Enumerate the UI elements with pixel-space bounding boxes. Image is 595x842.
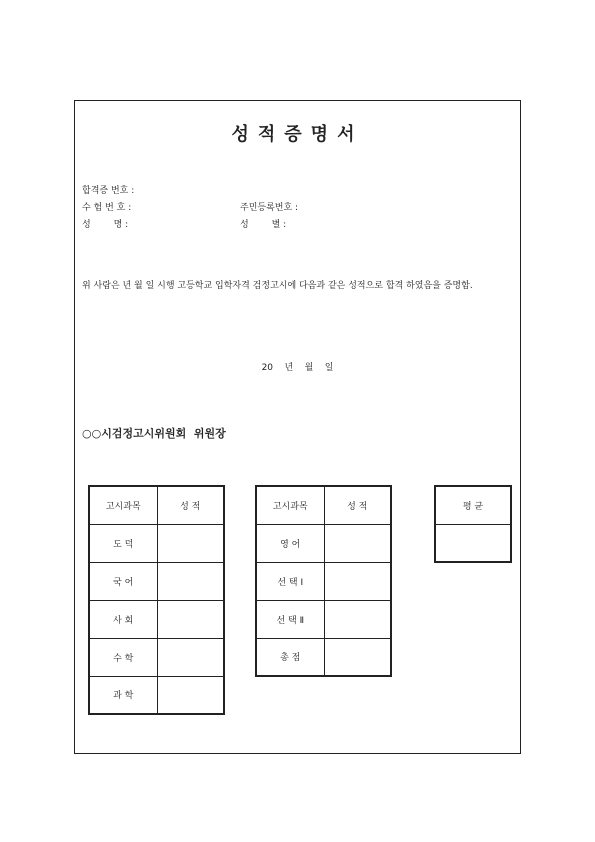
subject-cell: 국 어 [89, 562, 157, 600]
subject-cell: 과 학 [89, 676, 157, 714]
subject-cell: 총 점 [256, 638, 324, 676]
score-cell[interactable] [324, 600, 391, 638]
issuer-name: ○○시검정고시위원회 위원장 [82, 427, 226, 440]
subject-cell: 선 택 Ⅰ [256, 562, 324, 600]
table-row [89, 562, 224, 600]
grade-table-left [88, 485, 225, 715]
score-cell[interactable] [324, 524, 391, 562]
subject-cell: 사 회 [89, 600, 157, 638]
score-cell[interactable] [324, 562, 391, 600]
score-cell[interactable] [157, 562, 224, 600]
issue-date: 20 년 월 일 [261, 363, 334, 373]
table-row [89, 638, 224, 676]
subject-header: 고시과목 [89, 486, 157, 524]
subject-cell: 영 어 [256, 524, 324, 562]
score-cell[interactable] [157, 638, 224, 676]
table-row [435, 524, 511, 562]
table-row [256, 524, 391, 562]
table-header-row [256, 486, 391, 524]
table-header-row [89, 486, 224, 524]
table-header-row [435, 486, 511, 524]
average-table [434, 485, 512, 563]
table-row [256, 600, 391, 638]
exam-number-label: 수 험 번 호 : [82, 203, 132, 213]
resident-number-label: 주민등록번호 : [240, 203, 299, 213]
subject-header: 고시과목 [256, 486, 324, 524]
subject-cell: 도 덕 [89, 524, 157, 562]
pass-number-label: 합격증 번호 : [82, 186, 135, 196]
subject-cell: 수 학 [89, 638, 157, 676]
document-title: 성적증명서 [231, 124, 364, 145]
average-cell[interactable] [435, 524, 511, 562]
table-row [89, 524, 224, 562]
score-header: 성 적 [324, 486, 391, 524]
table-row [89, 600, 224, 638]
subject-cell: 선 택 Ⅱ [256, 600, 324, 638]
average-header: 평 균 [435, 486, 511, 524]
score-cell[interactable] [157, 524, 224, 562]
gender-label: 성 별 : [240, 220, 287, 230]
grade-table-middle [255, 485, 392, 677]
score-header: 성 적 [157, 486, 224, 524]
score-cell[interactable] [157, 676, 224, 714]
certification-statement: 위 사람은 년 월 일 시행 고등학교 입학자격 검정고시에 다음과 같은 성적으로 합격 하였음을 증명함. [82, 281, 473, 291]
table-row [256, 562, 391, 600]
score-cell[interactable] [157, 600, 224, 638]
table-row [89, 676, 224, 714]
name-label: 성 명 : [82, 220, 129, 230]
table-row [256, 638, 391, 676]
score-cell[interactable] [324, 638, 391, 676]
